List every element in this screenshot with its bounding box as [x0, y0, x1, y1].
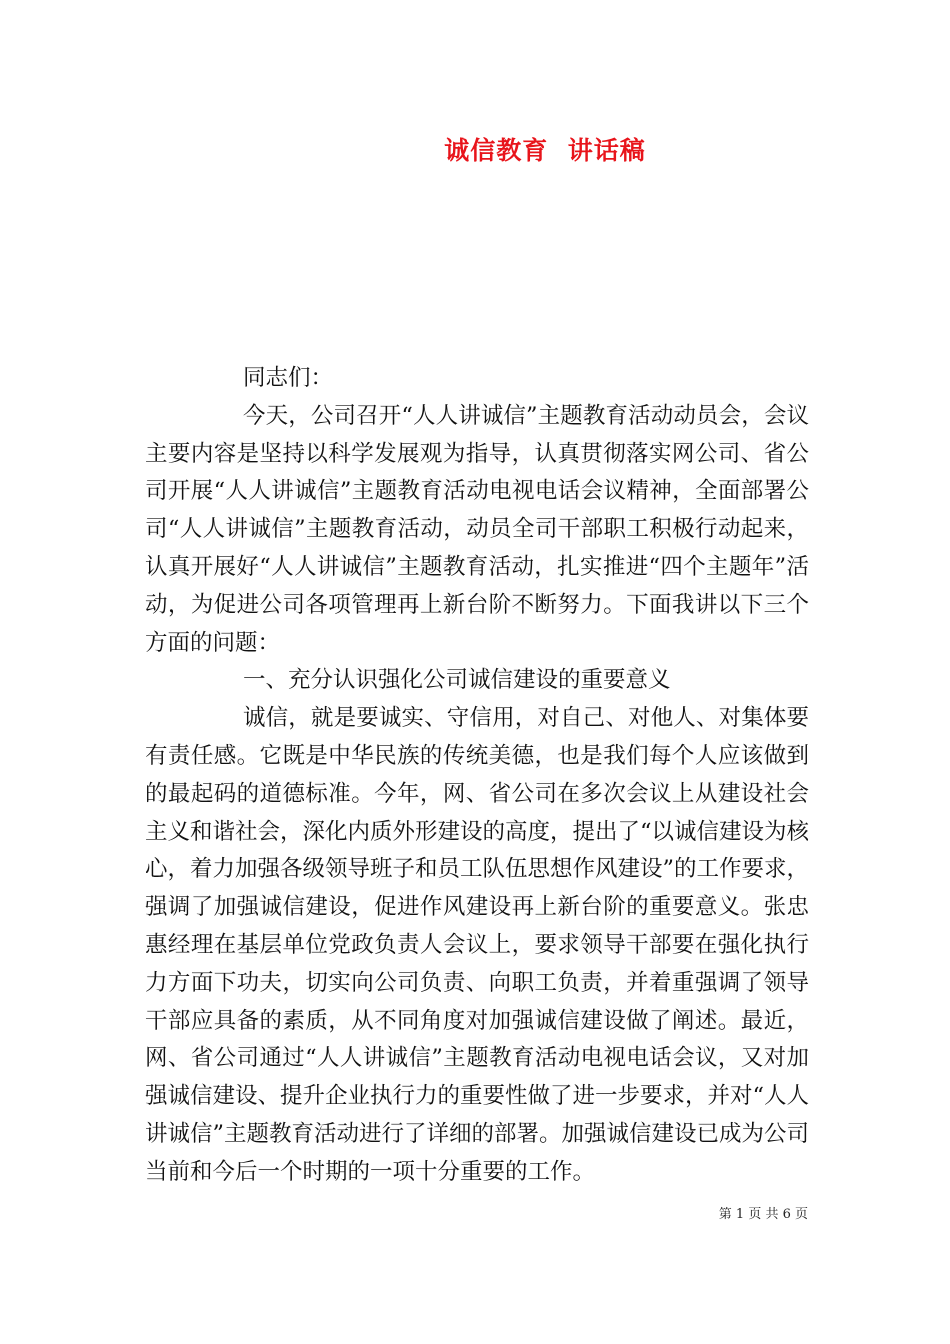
- page-number-footer: 第 1 页 共 6 页: [718, 1207, 808, 1222]
- paragraph-integrity: 诚信，就是要诚实、守信用，对自己、对他人、对集体要有责任感。它既是中华民族的传统美德，也是我们每个人应该做到的最起码的道德标准。今年，网、省公司在多次会议上从建设社会主义和谐社会，深化内质外形建设的高度，提出了“以诚信建设为核心，着力加强各级领导班子和员工队伍思想作风建设”的工作要求，强调了加强诚信建设，促进作风建设再上新台阶的重要意义。张忠惠经理在基层单位党政负责人会议上，要求领导干部要在强化执行力方面下功夫，切实向公司负责、向职工负责，并着重强调了领导干部应具备的素质，从不同角度对加强诚信建设做了阐述。最近，网、省公司通过“人人讲诚信”主题教育活动电视电话会议，又对加强诚信建设、提升企业执行力的重要性做了进一步要求，并对“人人讲诚信”主题教育活动进行了详细的部署。加强诚信建设已成为公司当前和今后一个时期的一项十分重要的工作。: [145, 705, 810, 1185]
- document-body: [145, 360, 809, 1192]
- paragraph-intro: 今天，公司召开“人人讲诚信”主题教育活动动员会，会议主要内容是坚持以科学发展观为指导，认真贯彻落实网公司、省公司开展“人人讲诚信”主题教育活动电视电话会议精神，全面部署公司“人人讲诚信”主题教育活动，动员全司干部职工积极行动起来，认真开展好“人人讲诚信”主题教育活动，扎实推进“四个主题年”活动，为促进公司各项管理再上新台阶不断努力。下面我讲以下三个方面的问题：: [145, 402, 809, 656]
- section-heading-1: 一、充分认识强化公司诚信建设的重要意义: [243, 667, 671, 694]
- salutation: 同志们：: [243, 365, 334, 391]
- document-title: 诚信教育 讲话稿: [444, 136, 646, 165]
